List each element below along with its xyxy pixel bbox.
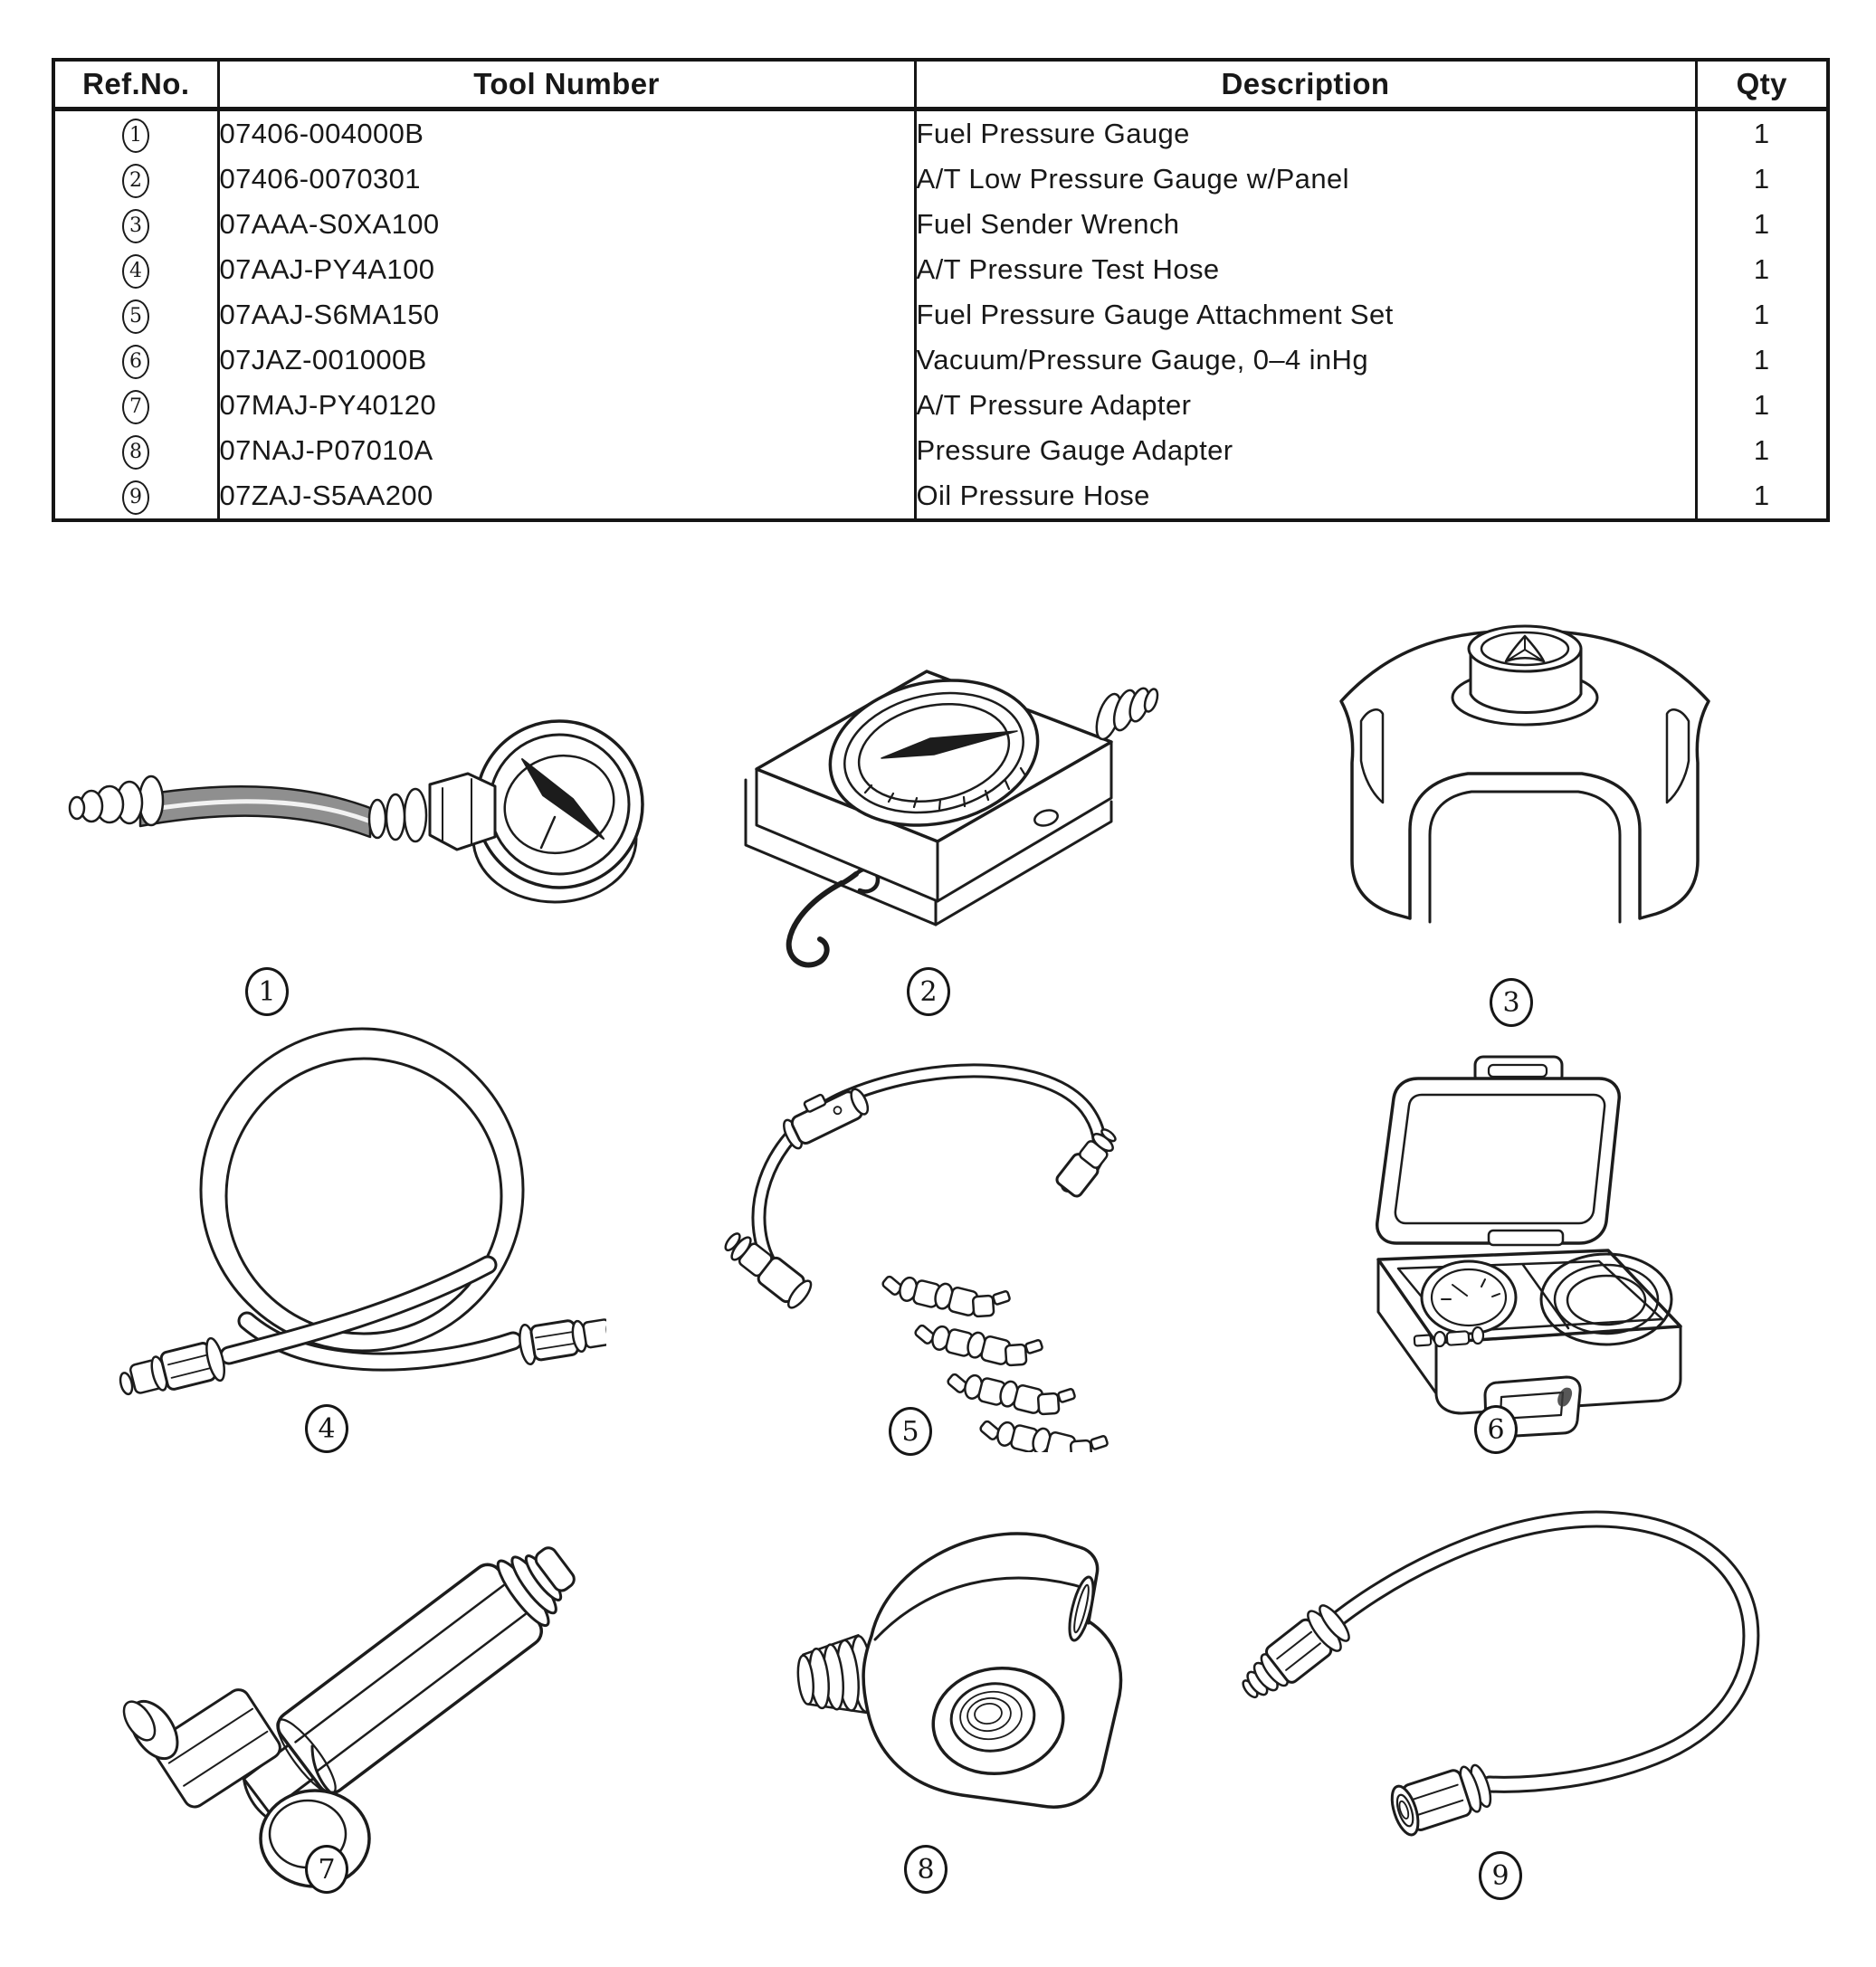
figure-label-5: 5 xyxy=(889,1407,932,1456)
vacuum-pressure-gauge-kit-icon xyxy=(1308,1031,1760,1439)
description-cell: Vacuum/Pressure Gauge, 0–4 inHg xyxy=(915,337,1696,383)
ref-circled-number: 7 xyxy=(122,390,149,424)
header-ref-no: Ref.No. xyxy=(53,60,218,109)
header-description: Description xyxy=(915,60,1696,109)
at-pressure-test-hose-icon xyxy=(104,1022,606,1411)
figure-label-2: 2 xyxy=(907,967,950,1016)
description-cell: A/T Pressure Test Hose xyxy=(915,247,1696,292)
figure-label-8: 8 xyxy=(904,1845,948,1894)
ref-circled-number: 3 xyxy=(122,209,149,243)
table-row xyxy=(53,109,1828,157)
at-low-pressure-gauge-illustration xyxy=(697,615,1167,968)
tool-number-cell: 07NAJ-P07010A xyxy=(218,428,915,473)
fuel-pressure-attachment-set-illustration xyxy=(688,1031,1181,1452)
at-pressure-adapter-icon xyxy=(109,1529,579,1900)
qty-cell: 1 xyxy=(1696,247,1828,292)
figure-label-3: 3 xyxy=(1490,978,1533,1027)
fuel-sender-wrench-illustration xyxy=(1303,593,1747,968)
fuel-sender-wrench-icon xyxy=(1303,593,1747,968)
figure-label-6: 6 xyxy=(1474,1405,1518,1454)
description-cell: Fuel Pressure Gauge Attachment Set xyxy=(915,292,1696,337)
table-header-row xyxy=(53,60,1828,109)
figure-label-1: 1 xyxy=(245,967,289,1016)
tool-number-cell: 07406-0070301 xyxy=(218,157,915,202)
vacuum-pressure-gauge-kit-illustration xyxy=(1308,1031,1760,1439)
table-row xyxy=(53,202,1828,247)
description-cell: A/T Pressure Adapter xyxy=(915,383,1696,428)
qty-cell: 1 xyxy=(1696,109,1828,157)
table-row xyxy=(53,247,1828,292)
tool-number-cell: 07AAA-S0XA100 xyxy=(218,202,915,247)
tool-number-cell: 07ZAJ-S5AA200 xyxy=(218,473,915,520)
figure-label-9: 9 xyxy=(1479,1851,1522,1900)
ref-circled-number: 8 xyxy=(122,435,149,470)
tool-number-cell: 07AAJ-PY4A100 xyxy=(218,247,915,292)
fuel-pressure-attachment-set-icon xyxy=(688,1031,1181,1452)
tool-number-cell: 07406-004000B xyxy=(218,109,915,157)
at-pressure-adapter-illustration xyxy=(109,1529,579,1900)
description-cell: A/T Low Pressure Gauge w/Panel xyxy=(915,157,1696,202)
tool-number-cell: 07JAZ-001000B xyxy=(218,337,915,383)
fuel-pressure-gauge-illustration xyxy=(50,683,647,941)
qty-cell: 1 xyxy=(1696,337,1828,383)
header-qty: Qty xyxy=(1696,60,1828,109)
description-cell: Pressure Gauge Adapter xyxy=(915,428,1696,473)
figure-label-7: 7 xyxy=(305,1845,348,1894)
table-row xyxy=(53,383,1828,428)
qty-cell: 1 xyxy=(1696,157,1828,202)
ref-circled-number: 9 xyxy=(122,480,149,515)
figure-label-4: 4 xyxy=(305,1404,348,1453)
ref-circled-number: 4 xyxy=(122,254,149,289)
ref-circled-number: 2 xyxy=(122,164,149,198)
qty-cell: 1 xyxy=(1696,292,1828,337)
tool-number-cell: 07MAJ-PY40120 xyxy=(218,383,915,428)
at-low-pressure-gauge-icon xyxy=(697,615,1167,968)
qty-cell: 1 xyxy=(1696,473,1828,520)
ref-circled-number: 6 xyxy=(122,345,149,379)
header-tool-number: Tool Number xyxy=(218,60,915,109)
table-row xyxy=(53,337,1828,383)
table-row xyxy=(53,428,1828,473)
table-row xyxy=(53,292,1828,337)
fuel-pressure-gauge-icon xyxy=(50,683,647,941)
tool-number-cell: 07AAJ-S6MA150 xyxy=(218,292,915,337)
table-row xyxy=(53,473,1828,520)
description-cell: Oil Pressure Hose xyxy=(915,473,1696,520)
oil-pressure-hose-icon xyxy=(1213,1484,1819,1864)
tools-table xyxy=(52,58,1830,522)
pressure-gauge-adapter-illustration xyxy=(765,1484,1195,1905)
qty-cell: 1 xyxy=(1696,428,1828,473)
table-row xyxy=(53,157,1828,202)
oil-pressure-hose-illustration xyxy=(1213,1484,1819,1864)
ref-circled-number: 1 xyxy=(122,119,149,153)
pressure-gauge-adapter-icon xyxy=(765,1484,1195,1905)
qty-cell: 1 xyxy=(1696,383,1828,428)
ref-circled-number: 5 xyxy=(122,299,149,334)
qty-cell: 1 xyxy=(1696,202,1828,247)
description-cell: Fuel Sender Wrench xyxy=(915,202,1696,247)
at-pressure-test-hose-illustration xyxy=(104,1022,606,1411)
description-cell: Fuel Pressure Gauge xyxy=(915,109,1696,157)
